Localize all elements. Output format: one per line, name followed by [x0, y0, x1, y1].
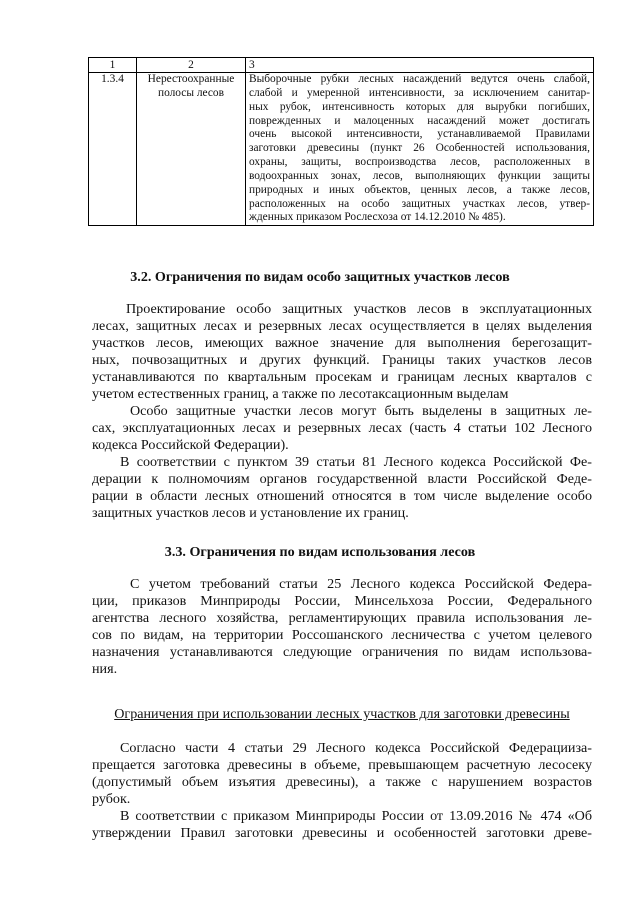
row-description-line: слабой и умеренной интенсивности, за исключением санитар- — [249, 86, 590, 99]
forest-restrictions-table — [88, 57, 594, 226]
paragraph-line: рубок. — [92, 791, 131, 807]
paragraph-line: защитных участков лесов и установление их границ. — [92, 505, 409, 521]
paragraph-line: сов по видам, на территории Россошанского лесничества с учетом целевого — [92, 627, 592, 643]
row-description-line: жденных приказом Рослесхоза от 14.12.2010 № 485). — [249, 211, 506, 224]
row-name-line: полосы лесов — [157, 86, 224, 99]
paragraph-line: прещается заготовка древесины в объеме, превышающем расчетную лесосеку — [92, 757, 592, 773]
paragraph-line: (допустимый объем изъятия древесины), а также с нарушением возрастов — [92, 774, 592, 790]
row-description-line: расположенных на особо защитных участках лесов, утвер- — [249, 197, 590, 210]
row-number-cell: 1.3.4 — [89, 73, 137, 226]
paragraph-line: рации в области лесных отношений относятся в том числе выделение особо — [92, 488, 592, 504]
section-3-3-heading: 3.3. Ограничения по видам использования лесов — [164, 544, 476, 560]
section-3-3-paragraph-1 — [92, 576, 592, 678]
section-3-2-heading: 3.2. Ограничения по видам особо защитных участков лесов — [130, 269, 510, 285]
timber-harvesting-subheading: Ограничения при использовании лесных участков для заготовки древесины — [114, 706, 570, 722]
paragraph-line: дерации к полномочиям органов государственной власти Российской Феде- — [92, 471, 592, 487]
row-description-line: Выборочные рубки лесных насаждений ведутся очень слабой, — [249, 73, 590, 85]
paragraph-line: участков лесов, имеющих важное значение для выполнения берегозащит- — [92, 335, 592, 351]
paragraph-line: назначения устанавливаются следующие ограничения по видам использова- — [92, 644, 592, 660]
paragraph-line: сах, эксплуатационных лесах и резервных лесах (часть 4 статьи 102 Лесного — [92, 420, 592, 436]
row-description-line: водоохранных зонах, лесов, выполняющих функции защиты — [249, 169, 590, 182]
row-name-line: Нерестоохранные — [147, 73, 235, 85]
section-3-3-paragraph-3 — [92, 808, 592, 842]
table-header-col-1: 1 — [89, 58, 137, 73]
section-3-3-paragraph-2 — [92, 740, 592, 808]
paragraph-line: Проектирование особо защитных участков лесов в эксплуатационных — [126, 301, 592, 317]
paragraph-line: Согласно части 4 статьи 29 Лесного кодекса Российской Федерацииза- — [120, 740, 592, 756]
row-description-line: охраны, защиты, воспроизводства лесов, расположенных в — [249, 156, 590, 169]
paragraph-line: ния. — [92, 661, 118, 677]
table-header-col-3: 3 — [246, 58, 594, 73]
paragraph-line: утверждении Правил заготовки древесины и особенностей заготовки древе- — [92, 825, 592, 841]
table-row — [89, 73, 594, 226]
row-description-line: ных рубок, интенсивность которых для вырубки погибших, — [249, 100, 590, 113]
paragraph-line: устанавливаются по квартальным просекам и границам лесных кварталов с — [92, 369, 592, 385]
paragraph-line: ных, почвозащитных и других функций. Границы таких участков лесов — [92, 352, 592, 368]
section-3-2-paragraph-2 — [92, 403, 592, 454]
section-3-2-paragraph-1 — [92, 301, 592, 403]
paragraph-line: учетом естественных границ, а также по лесотаксационным выделам — [92, 386, 509, 402]
row-description-line: очень высокой интенсивности, устанавливаемой Правилами — [249, 128, 590, 141]
row-description-line: природных и иных объектов, ценных лесов, а также лесов, — [249, 183, 590, 196]
paragraph-line: В соответствии с приказом Минприроды России от 13.09.2016 № 474 «Об — [120, 808, 592, 824]
paragraph-line: лесах, защитных лесах и резервных лесах осуществляется в целях выделения — [92, 318, 592, 334]
paragraph-line: ции, приказов Минприроды России, Минсельхоза России, Федерального — [92, 593, 592, 609]
table-header-row — [89, 58, 594, 73]
row-description-cell — [246, 73, 594, 226]
section-3-2-paragraph-3 — [92, 454, 592, 522]
table-header-col-2: 2 — [137, 58, 246, 73]
row-description-line: заготовки древесины (пункт 26 Особенностей использования, — [249, 142, 590, 155]
row-description-line: поврежденных и малоценных насаждений может достигать — [249, 114, 590, 127]
paragraph-line: С учетом требований статьи 25 Лесного кодекса Российской Федера- — [130, 576, 592, 592]
row-name-cell — [137, 73, 246, 226]
paragraph-line: Особо защитные участки лесов могут быть выделены в защитных ле- — [130, 403, 592, 419]
paragraph-line: агентства лесного хозяйства, регламентирующих правила использования ле- — [92, 610, 592, 626]
paragraph-line: В соответствии с пунктом 39 статьи 81 Лесного кодекса Российской Фе- — [120, 454, 592, 470]
paragraph-line: кодекса Российской Федерации). — [92, 437, 289, 453]
